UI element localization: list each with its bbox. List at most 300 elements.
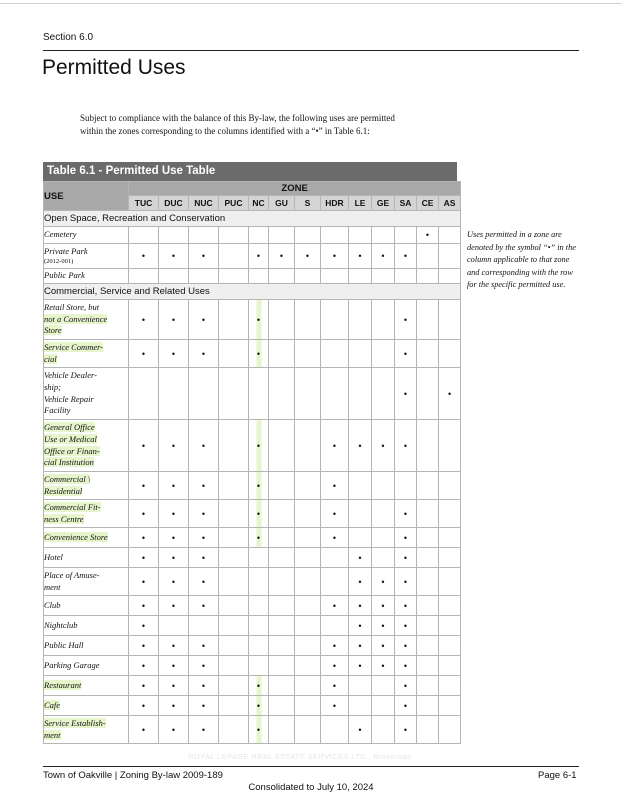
use-name [44,269,129,284]
use-name-line: Store [44,325,62,336]
use-name-text: Private Park [44,246,88,257]
permitted-bullet: • [201,640,206,651]
zone-cell-le [349,596,372,616]
permitted-bullet: • [403,576,408,587]
permitted-bullet: • [358,552,362,563]
zone-cell-duc [159,500,189,528]
zone-cell-ce [417,269,439,284]
permitted-bullet: • [403,388,408,399]
zone-cell-s [295,548,321,568]
zone-cell-le [349,616,372,636]
zone-cell-s [295,420,321,472]
zone-cell-sa [395,716,417,744]
permitted-bullet: • [201,724,206,735]
zone-cell-sa [395,596,417,616]
zone-cell-s [295,300,321,340]
use-name-line: Vehicle Dealer- [44,370,97,381]
zone-cell-hdr [321,420,349,472]
zone-cell-hdr [321,596,349,616]
zone-cell-le [349,676,372,696]
permitted-bullet: • [256,348,261,359]
zone-cell-nuc [189,528,219,548]
zone-cell-hdr [321,696,349,716]
table-title: Table 6.1 - Permitted Use Table [43,162,457,181]
zone-cell-gu [269,568,295,596]
permitted-bullet: • [201,251,206,261]
zone-cell-puc [219,420,249,472]
zone-cell-nuc [189,676,219,696]
zone-cell-duc [159,596,189,616]
zone-cell-s [295,500,321,528]
zone-cell-nuc [189,420,219,472]
zone-cell-duc [159,716,189,744]
permitted-bullet: • [381,251,385,261]
permitted-bullet: • [141,680,146,691]
zone-cell-nc [249,568,269,596]
zone-cell-le [349,368,372,420]
permitted-bullet: • [332,532,337,543]
zone-cell-le [349,568,372,596]
permitted-bullet: • [256,480,261,491]
zone-cell-nuc [189,656,219,676]
zone-cell-puc [219,269,249,284]
permitted-bullet: • [256,440,261,451]
permitted-bullet: • [381,640,385,651]
zone-cell-nuc [189,227,219,244]
footer-consolidated-date: Consolidated to July 10, 2024 [248,782,374,793]
zone-cell-nc [249,269,269,284]
group-row [44,211,461,227]
zone-cell-ce [417,636,439,656]
zone-cell-as [439,528,461,548]
zone-cell-nuc [189,636,219,656]
permitted-bullet: • [358,620,362,631]
zone-cell-le [349,472,372,500]
permitted-bullet: • [358,640,362,651]
zone-cell-as [439,716,461,744]
zone-cell-hdr [321,568,349,596]
zone-cell-sa [395,656,417,676]
zone-cell-ce [417,227,439,244]
zone-cell-s [295,568,321,596]
permitted-bullet: • [403,440,408,451]
zone-cell-tuc [129,636,159,656]
zone-code-duc: DUC [159,196,189,211]
group-row [44,284,461,300]
zone-cell-ce [417,568,439,596]
permitted-bullet: • [201,680,206,691]
zone-cell-tuc [129,528,159,548]
zone-cell-nuc [189,300,219,340]
use-name-line: Retail Store, but [44,301,100,312]
zone-cell-nuc [189,548,219,568]
zone-cell-le [349,696,372,716]
use-name-line: cial Institution [44,457,94,468]
permitted-bullet: • [332,600,337,611]
table-row [44,548,461,568]
footer-page-number: Page 6-1 [538,770,577,781]
zone-cell-ge [372,340,395,368]
permitted-bullet: • [403,251,408,261]
zone-code-puc: PUC [219,196,249,211]
use-name [44,636,129,656]
permitted-bullet: • [201,700,206,711]
zone-cell-ge [372,300,395,340]
zone-cell-as [439,568,461,596]
permitted-bullet: • [201,576,206,587]
zone-cell-s [295,340,321,368]
permitted-bullet: • [332,251,337,261]
zone-code-ce: CE [417,196,439,211]
zone-cell-tuc [129,676,159,696]
zone-cell-duc [159,244,189,269]
table-row [44,244,461,269]
permitted-bullet: • [256,251,261,261]
zone-cell-gu [269,500,295,528]
zone-cell-ge [372,227,395,244]
zone-cell-nc [249,472,269,500]
footer-rule [43,766,579,767]
zone-cell-sa [395,636,417,656]
permitted-bullet: • [141,440,146,451]
zone-cell-s [295,636,321,656]
zone-cell-gu [269,368,295,420]
use-name [44,616,129,636]
zone-cell-duc [159,528,189,548]
use-name [44,227,129,244]
zone-cell-hdr [321,656,349,676]
zone-code-nuc: NUC [189,196,219,211]
use-name-line: Commercial \ [44,473,91,484]
zone-cell-s [295,716,321,744]
permitted-bullet: • [358,600,362,611]
permitted-bullet: • [332,660,337,671]
permitted-bullet: • [403,508,408,519]
zone-cell-ge [372,500,395,528]
use-name-line: cial [44,353,57,364]
permitted-bullet: • [403,640,408,651]
permitted-bullet: • [256,532,261,543]
zone-cell-nc [249,676,269,696]
zone-cell-nuc [189,568,219,596]
zone-cell-sa [395,472,417,500]
zone-cell-duc [159,269,189,284]
zone-cell-le [349,548,372,568]
permitted-bullet: • [201,552,206,563]
zone-cell-le [349,636,372,656]
zone-cell-hdr [321,548,349,568]
zone-cell-duc [159,472,189,500]
permitted-bullet: • [332,700,337,711]
zone-cell-ce [417,340,439,368]
permitted-bullet: • [279,251,284,261]
zone-cell-ce [417,472,439,500]
group-label: Commercial, Service and Related Uses [44,284,461,300]
permitted-bullet: • [171,440,176,451]
zone-cell-tuc [129,368,159,420]
permitted-bullet: • [256,314,261,325]
group-label: Open Space, Recreation and Conservation [44,211,461,227]
zone-cell-tuc [129,300,159,340]
use-table-grid [43,181,461,744]
zone-code-le: LE [349,196,372,211]
zone-cell-as [439,500,461,528]
zone-cell-as [439,368,461,420]
zone-cell-puc [219,636,249,656]
use-name-line: Service Commer- [44,341,104,352]
zone-cell-ce [417,300,439,340]
zone-cell-ce [417,656,439,676]
permitted-bullet: • [358,251,362,261]
zone-column-header: ZONE [129,182,461,196]
zone-cell-hdr [321,340,349,368]
use-name [44,340,129,368]
zone-cell-ge [372,568,395,596]
zone-cell-puc [219,568,249,596]
use-name-line: ship; [44,381,61,392]
zone-cell-ge [372,528,395,548]
zone-cell-hdr [321,636,349,656]
permitted-bullet: • [171,480,176,491]
zone-cell-duc [159,300,189,340]
permitted-bullet: • [171,660,176,671]
bylaw-amendment-note: (2012-001) [44,257,74,265]
permitted-bullet: • [358,576,362,587]
permitted-bullet: • [141,480,146,491]
zone-cell-sa [395,340,417,368]
use-name [44,568,129,596]
permitted-bullet: • [305,251,310,261]
zone-cell-tuc [129,696,159,716]
zone-cell-sa [395,227,417,244]
use-name [44,696,129,716]
zone-cell-gu [269,227,295,244]
zone-cell-s [295,244,321,269]
zone-cell-gu [269,244,295,269]
zone-cell-hdr [321,368,349,420]
zone-cell-duc [159,548,189,568]
zone-cell-gu [269,636,295,656]
permitted-bullet: • [403,348,408,359]
permitted-bullet: • [403,724,408,735]
zone-code-s: S [295,196,321,211]
zone-cell-hdr [321,616,349,636]
permitted-bullet: • [141,348,146,359]
zone-code-ge: GE [372,196,395,211]
permitted-bullet: • [201,600,206,611]
zone-cell-duc [159,696,189,716]
zone-cell-ge [372,716,395,744]
zone-cell-ce [417,596,439,616]
use-name-line: General Office [44,422,95,433]
zone-cell-nuc [189,244,219,269]
zone-cell-puc [219,676,249,696]
permitted-bullet: • [425,230,430,240]
zone-cell-ce [417,500,439,528]
zone-cell-nc [249,548,269,568]
zone-cell-le [349,420,372,472]
zone-cell-as [439,227,461,244]
permitted-bullet: • [201,480,206,491]
zone-cell-sa [395,269,417,284]
zone-cell-nc [249,528,269,548]
zone-cell-sa [395,500,417,528]
use-name-line: Residential [44,485,83,496]
use-name [44,500,129,528]
permitted-bullet: • [141,640,146,651]
zone-cell-le [349,500,372,528]
permitted-bullet: • [141,314,146,325]
zone-cell-hdr [321,676,349,696]
table-row [44,500,461,528]
use-name [44,244,129,269]
table-row [44,340,461,368]
zone-cell-tuc [129,500,159,528]
use-name [44,716,129,744]
zone-cell-sa [395,548,417,568]
zone-cell-nuc [189,616,219,636]
zone-cell-sa [395,696,417,716]
permitted-bullet: • [381,576,385,587]
zone-cell-puc [219,616,249,636]
use-name-line: Restaurant [44,679,82,690]
zone-cell-s [295,227,321,244]
intro-paragraph: Subject to compliance with the balance of this By-law, the following uses are permitted within the zones corresponding to the columns identified with a “•” in Table 6.1: [80,113,395,136]
zone-cell-nuc [189,696,219,716]
table-row [44,300,461,340]
zone-cell-puc [219,528,249,548]
zone-cell-nuc [189,472,219,500]
watermark: ROYAL LEPAGE REAL ESTATE SERVICES LTD., Brokerage [188,752,412,761]
zone-cell-s [295,269,321,284]
use-name [44,656,129,676]
zone-cell-hdr [321,300,349,340]
table-row [44,227,461,244]
zone-cell-gu [269,528,295,548]
footer-bylaw: Town of Oakville | Zoning By-law 2009-189 [43,770,223,781]
permitted-bullet: • [381,440,385,451]
zone-cell-as [439,340,461,368]
zone-cell-as [439,656,461,676]
permitted-bullet: • [403,552,408,563]
permitted-bullet: • [171,700,176,711]
zone-cell-tuc [129,616,159,636]
permitted-bullet: • [171,508,176,519]
zone-cell-gu [269,340,295,368]
zone-cell-ce [417,528,439,548]
table-row [44,368,461,420]
permitted-bullet: • [332,508,337,519]
zone-cell-s [295,676,321,696]
use-name-text: Cemetery [44,229,77,240]
table-row [44,269,461,284]
zone-cell-sa [395,244,417,269]
zone-cell-puc [219,656,249,676]
permitted-bullet: • [171,640,176,651]
zone-cell-hdr [321,528,349,548]
zone-cell-le [349,656,372,676]
use-name-line: ment [44,581,61,592]
page-title: Permitted Uses [42,56,186,79]
table-row [44,596,461,616]
zone-cell-nuc [189,269,219,284]
use-name-text: Public Park [44,270,85,281]
permitted-bullet: • [171,576,176,587]
zone-cell-ce [417,420,439,472]
zone-cell-ce [417,244,439,269]
zone-cell-hdr [321,227,349,244]
permitted-bullet: • [358,724,362,735]
permitted-bullet: • [201,314,206,325]
zone-cell-puc [219,696,249,716]
zone-cell-nc [249,596,269,616]
permitted-bullet: • [141,700,146,711]
zone-cell-le [349,528,372,548]
zone-cell-ce [417,716,439,744]
zone-cell-s [295,596,321,616]
use-name-line: Vehicle Repair [44,393,94,404]
use-name-line: Convenience Store [44,531,108,542]
permitted-bullet: • [171,251,176,261]
zone-cell-hdr [321,472,349,500]
use-name [44,548,129,568]
permitted-bullet: • [403,620,408,631]
use-name-line: Facility [44,405,71,416]
zone-cell-hdr [321,716,349,744]
zone-cell-ce [417,676,439,696]
use-name [44,596,129,616]
zone-cell-duc [159,340,189,368]
zone-cell-nuc [189,500,219,528]
zone-cell-as [439,676,461,696]
zone-cell-duc [159,616,189,636]
zone-cell-gu [269,269,295,284]
zone-cell-gu [269,716,295,744]
use-name-line: Hotel [44,551,63,562]
zone-cell-tuc [129,472,159,500]
permitted-bullet: • [332,640,337,651]
zone-cell-puc [219,368,249,420]
zone-cell-gu [269,676,295,696]
zone-cell-le [349,300,372,340]
zone-cell-as [439,636,461,656]
use-name-line: Club [44,599,61,610]
table-row [44,696,461,716]
use-name-line: Service Establish- [44,717,106,728]
zone-cell-nc [249,616,269,636]
table-row [44,636,461,656]
permitted-bullet: • [381,600,385,611]
zone-cell-ge [372,636,395,656]
zone-cell-puc [219,244,249,269]
table-row [44,656,461,676]
zone-cell-duc [159,368,189,420]
zone-cell-le [349,716,372,744]
zone-cell-duc [159,636,189,656]
permitted-bullet: • [171,348,176,359]
zone-cell-s [295,528,321,548]
permitted-bullet: • [201,440,206,451]
zone-cell-nc [249,696,269,716]
use-column-header: USE [44,182,129,211]
zone-cell-s [295,368,321,420]
permitted-bullet: • [403,314,408,325]
zone-cell-as [439,616,461,636]
permitted-bullet: • [358,660,362,671]
permitted-bullet: • [141,251,146,261]
zone-cell-sa [395,676,417,696]
zone-cell-nuc [189,340,219,368]
